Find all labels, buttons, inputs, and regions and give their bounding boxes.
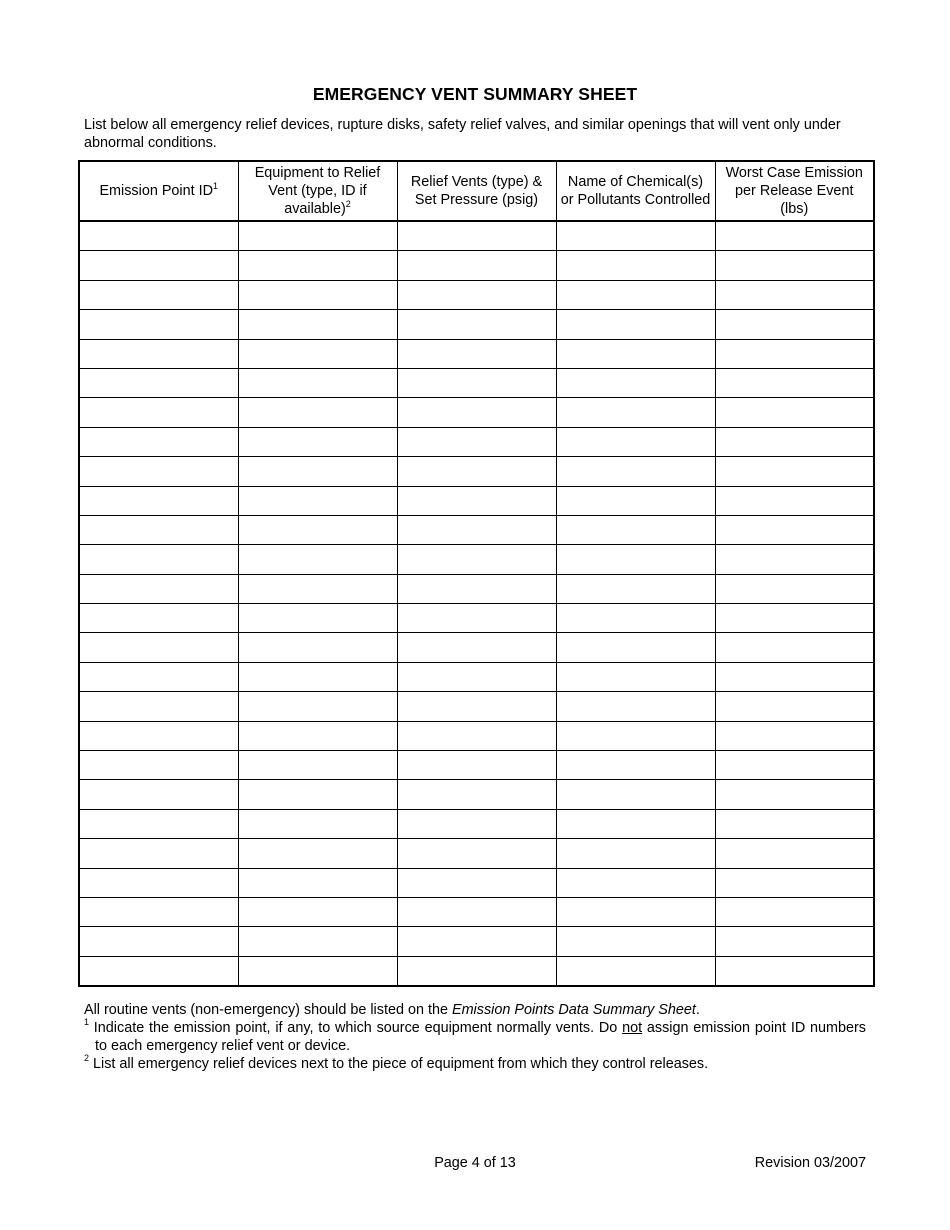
- cell-chemicals[interactable]: [556, 868, 715, 897]
- cell-chemicals[interactable]: [556, 751, 715, 780]
- cell-worst-case-emission[interactable]: [715, 780, 874, 809]
- cell-equipment[interactable]: [238, 956, 397, 986]
- table-row: [79, 897, 874, 926]
- cell-emission-point-id[interactable]: [79, 339, 238, 368]
- cell-relief-vent-pressure[interactable]: [397, 633, 556, 662]
- table-row: [79, 692, 874, 721]
- cell-equipment[interactable]: [238, 545, 397, 574]
- cell-equipment[interactable]: [238, 633, 397, 662]
- cell-chemicals[interactable]: [556, 221, 715, 251]
- cell-equipment[interactable]: [238, 339, 397, 368]
- cell-equipment[interactable]: [238, 457, 397, 486]
- cell-equipment[interactable]: [238, 368, 397, 397]
- cell-chemicals[interactable]: [556, 368, 715, 397]
- table-row: [79, 515, 874, 544]
- cell-emission-point-id[interactable]: [79, 457, 238, 486]
- header-worst-case-emission: Worst Case Emission per Release Event (lbs): [715, 161, 874, 221]
- footnote-2: $^2$ List all emergency relief devices next to the piece of equipment from which they control releases.: [84, 1053, 709, 1072]
- cell-relief-vent-pressure[interactable]: [397, 692, 556, 721]
- cell-equipment[interactable]: [238, 221, 397, 251]
- cell-equipment[interactable]: [238, 927, 397, 956]
- cell-emission-point-id[interactable]: [79, 515, 238, 544]
- table-row: [79, 221, 874, 251]
- cell-emission-point-id[interactable]: [79, 751, 238, 780]
- revision-date: Revision 03/2007: [754, 1155, 866, 1171]
- cell-equipment[interactable]: [238, 486, 397, 515]
- cell-equipment[interactable]: [238, 398, 397, 427]
- cell-chemicals[interactable]: [556, 692, 715, 721]
- cell-emission-point-id[interactable]: [79, 956, 238, 986]
- cell-relief-vent-pressure[interactable]: [397, 280, 556, 309]
- cell-worst-case-emission[interactable]: [715, 662, 874, 691]
- cell-relief-vent-pressure[interactable]: [397, 221, 556, 251]
- cell-relief-vent-pressure[interactable]: [397, 515, 556, 544]
- table-row: [79, 310, 874, 339]
- cell-emission-point-id[interactable]: [79, 633, 238, 662]
- cell-chemicals[interactable]: [556, 427, 715, 456]
- table-row: [79, 398, 874, 427]
- cell-emission-point-id[interactable]: [79, 368, 238, 397]
- cell-relief-vent-pressure[interactable]: [397, 809, 556, 838]
- cell-chemicals[interactable]: [556, 574, 715, 603]
- footnote-1: $^1$ Indicate the emission point, if any, to which source equipment normally vents. Do not assign emission point ID numbers to each emergency relief vent or device.: [84, 1017, 866, 1054]
- header-equipment-to-relief-vent: Equipment to Relief Vent (type, ID if available)$^2$: [238, 161, 397, 221]
- cell-chemicals[interactable]: [556, 398, 715, 427]
- cell-worst-case-emission[interactable]: [715, 457, 874, 486]
- table-row: [79, 809, 874, 838]
- cell-worst-case-emission[interactable]: [715, 398, 874, 427]
- table-row: [79, 574, 874, 603]
- cell-chemicals[interactable]: [556, 633, 715, 662]
- table-row: [79, 868, 874, 897]
- cell-worst-case-emission[interactable]: [715, 633, 874, 662]
- cell-worst-case-emission[interactable]: [715, 545, 874, 574]
- cell-equipment[interactable]: [238, 251, 397, 280]
- cell-equipment[interactable]: [238, 868, 397, 897]
- cell-equipment[interactable]: [238, 780, 397, 809]
- header-chemicals-controlled: Name of Chemical(s) or Pollutants Controlled: [556, 161, 715, 221]
- cell-emission-point-id[interactable]: [79, 692, 238, 721]
- cell-relief-vent-pressure[interactable]: [397, 398, 556, 427]
- cell-equipment[interactable]: [238, 280, 397, 309]
- cell-equipment[interactable]: [238, 515, 397, 544]
- cell-chemicals[interactable]: [556, 280, 715, 309]
- cell-emission-point-id[interactable]: [79, 604, 238, 633]
- cell-worst-case-emission[interactable]: [715, 721, 874, 750]
- cell-worst-case-emission[interactable]: [715, 897, 874, 926]
- table-row: [79, 368, 874, 397]
- cell-equipment[interactable]: [238, 604, 397, 633]
- cell-relief-vent-pressure[interactable]: [397, 486, 556, 515]
- table-row: [79, 486, 874, 515]
- cell-chemicals[interactable]: [556, 310, 715, 339]
- cell-emission-point-id[interactable]: [79, 427, 238, 456]
- cell-equipment[interactable]: [238, 427, 397, 456]
- cell-chemicals[interactable]: [556, 486, 715, 515]
- cell-emission-point-id[interactable]: [79, 809, 238, 838]
- cell-chemicals[interactable]: [556, 604, 715, 633]
- cell-chemicals[interactable]: [556, 927, 715, 956]
- cell-relief-vent-pressure[interactable]: [397, 251, 556, 280]
- cell-equipment[interactable]: [238, 897, 397, 926]
- routine-vents-note: All routine vents (non-emergency) should be listed on the Emission Points Data Summary Sheet.: [84, 1002, 700, 1018]
- cell-emission-point-id[interactable]: [79, 927, 238, 956]
- table-row: [79, 427, 874, 456]
- cell-relief-vent-pressure[interactable]: [397, 368, 556, 397]
- cell-worst-case-emission[interactable]: [715, 515, 874, 544]
- cell-chemicals[interactable]: [556, 662, 715, 691]
- footnotes: [84, 1001, 866, 1073]
- cell-emission-point-id[interactable]: [79, 574, 238, 603]
- summary-sheet-reference: Emission Points Data Summary Sheet: [451, 1002, 696, 1018]
- cell-emission-point-id[interactable]: [79, 897, 238, 926]
- cell-emission-point-id[interactable]: [79, 662, 238, 691]
- cell-relief-vent-pressure[interactable]: [397, 780, 556, 809]
- cell-worst-case-emission[interactable]: [715, 692, 874, 721]
- cell-emission-point-id[interactable]: [79, 868, 238, 897]
- cell-worst-case-emission[interactable]: [715, 604, 874, 633]
- cell-worst-case-emission[interactable]: [715, 368, 874, 397]
- cell-equipment[interactable]: [238, 574, 397, 603]
- page-title: EMERGENCY VENT SUMMARY SHEET: [312, 84, 638, 104]
- cell-emission-point-id[interactable]: [79, 310, 238, 339]
- cell-emission-point-id[interactable]: [79, 280, 238, 309]
- cell-relief-vent-pressure[interactable]: [397, 574, 556, 603]
- cell-relief-vent-pressure[interactable]: [397, 956, 556, 986]
- cell-worst-case-emission[interactable]: [715, 251, 874, 280]
- page-number: Page 4 of 13: [434, 1155, 516, 1171]
- cell-relief-vent-pressure[interactable]: [397, 721, 556, 750]
- table-row: [79, 721, 874, 750]
- cell-chemicals[interactable]: [556, 780, 715, 809]
- cell-equipment[interactable]: [238, 662, 397, 691]
- cell-relief-vent-pressure[interactable]: [397, 457, 556, 486]
- header-emission-point-id: Emission Point $ID^1$: [79, 161, 238, 221]
- cell-equipment[interactable]: [238, 839, 397, 868]
- cell-emission-point-id[interactable]: [79, 251, 238, 280]
- table-row: [79, 662, 874, 691]
- cell-relief-vent-pressure[interactable]: [397, 545, 556, 574]
- table-row: [79, 751, 874, 780]
- cell-worst-case-emission[interactable]: [715, 310, 874, 339]
- cell-emission-point-id[interactable]: [79, 545, 238, 574]
- cell-worst-case-emission[interactable]: [715, 221, 874, 251]
- table-row: [79, 956, 874, 986]
- table-row: [79, 780, 874, 809]
- cell-chemicals[interactable]: [556, 545, 715, 574]
- cell-relief-vent-pressure[interactable]: [397, 604, 556, 633]
- cell-chemicals[interactable]: [556, 721, 715, 750]
- table-row: [79, 633, 874, 662]
- cell-equipment[interactable]: [238, 692, 397, 721]
- cell-relief-vent-pressure[interactable]: [397, 751, 556, 780]
- cell-equipment[interactable]: [238, 310, 397, 339]
- cell-worst-case-emission[interactable]: [715, 809, 874, 838]
- cell-chemicals[interactable]: [556, 457, 715, 486]
- cell-chemicals[interactable]: [556, 956, 715, 986]
- cell-worst-case-emission[interactable]: [715, 574, 874, 603]
- table-row: [79, 927, 874, 956]
- cell-worst-case-emission[interactable]: [715, 427, 874, 456]
- cell-relief-vent-pressure[interactable]: [397, 927, 556, 956]
- cell-chemicals[interactable]: [556, 251, 715, 280]
- cell-emission-point-id[interactable]: [79, 839, 238, 868]
- cell-relief-vent-pressure[interactable]: [397, 310, 556, 339]
- cell-emission-point-id[interactable]: [79, 721, 238, 750]
- cell-emission-point-id[interactable]: [79, 486, 238, 515]
- cell-chemicals[interactable]: [556, 839, 715, 868]
- table-row: [79, 839, 874, 868]
- cell-relief-vent-pressure[interactable]: [397, 839, 556, 868]
- table-row: [79, 339, 874, 368]
- cell-worst-case-emission[interactable]: [715, 956, 874, 986]
- table-row: [79, 604, 874, 633]
- cell-relief-vent-pressure[interactable]: [397, 662, 556, 691]
- cell-chemicals[interactable]: [556, 897, 715, 926]
- cell-equipment[interactable]: [238, 721, 397, 750]
- cell-worst-case-emission[interactable]: [715, 486, 874, 515]
- cell-worst-case-emission[interactable]: [715, 927, 874, 956]
- cell-chemicals[interactable]: [556, 339, 715, 368]
- table-body: [79, 221, 874, 986]
- cell-relief-vent-pressure[interactable]: [397, 897, 556, 926]
- cell-worst-case-emission[interactable]: [715, 280, 874, 309]
- cell-emission-point-id[interactable]: [79, 780, 238, 809]
- cell-worst-case-emission[interactable]: [715, 751, 874, 780]
- cell-worst-case-emission[interactable]: [715, 839, 874, 868]
- table-row: [79, 545, 874, 574]
- table-row: [79, 280, 874, 309]
- table-header-row: [79, 161, 874, 221]
- cell-relief-vent-pressure[interactable]: [397, 339, 556, 368]
- table-row: [79, 251, 874, 280]
- cell-worst-case-emission[interactable]: [715, 868, 874, 897]
- cell-equipment[interactable]: [238, 751, 397, 780]
- cell-chemicals[interactable]: [556, 515, 715, 544]
- cell-relief-vent-pressure[interactable]: [397, 427, 556, 456]
- instructions-text: List below all emergency relief devices, rupture disks, safety relief valves, and similar openings that will vent only under abnormal conditions.: [84, 117, 841, 151]
- table-row: [79, 457, 874, 486]
- cell-emission-point-id[interactable]: [79, 398, 238, 427]
- cell-emission-point-id[interactable]: [79, 221, 238, 251]
- cell-worst-case-emission[interactable]: [715, 339, 874, 368]
- header-relief-vents-set-pressure: Relief Vents (type) & Set Pressure (psig): [397, 161, 556, 221]
- emergency-vent-table: [78, 160, 875, 987]
- cell-chemicals[interactable]: [556, 809, 715, 838]
- cell-relief-vent-pressure[interactable]: [397, 868, 556, 897]
- cell-equipment[interactable]: [238, 809, 397, 838]
